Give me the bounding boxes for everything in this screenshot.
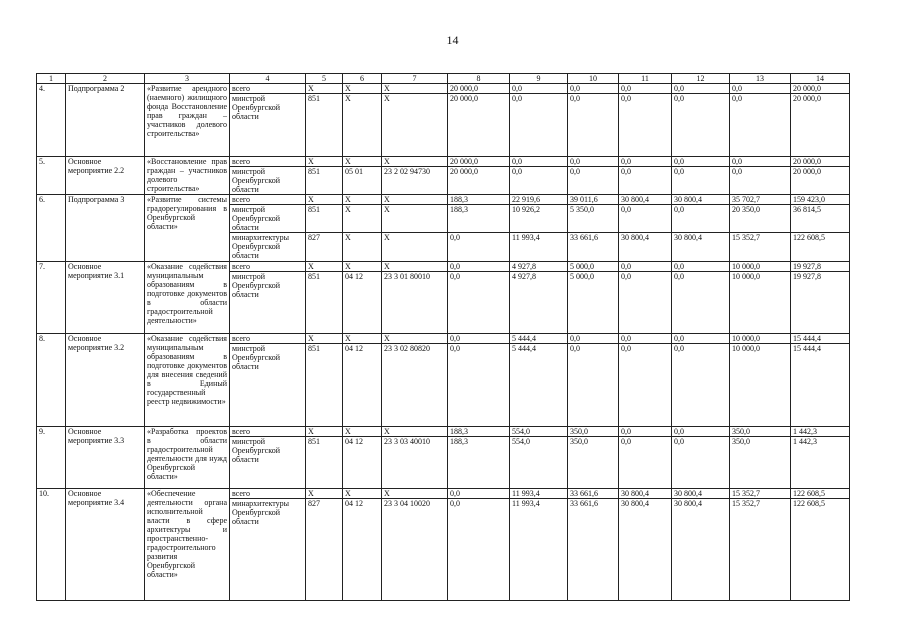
value-cell: 0,0 (510, 157, 568, 167)
column-number: 14 (791, 74, 850, 84)
executor-cell: всего (230, 157, 306, 167)
executor-cell: минстрой Оренбургской области (230, 167, 306, 195)
value-cell: 5 000,0 (568, 262, 619, 272)
grbs-cell: 851 (306, 94, 343, 157)
value-cell: 0,0 (672, 205, 730, 233)
value-cell: 0,0 (619, 167, 672, 195)
executor-cell: минстрой Оренбургской области (230, 437, 306, 489)
executor-cell: всего (230, 195, 306, 205)
value-cell: 30 800,4 (672, 499, 730, 601)
value-cell: 0,0 (672, 427, 730, 437)
value-cell: 0,0 (568, 94, 619, 157)
value-cell: 20 000,0 (791, 157, 850, 167)
value-cell: 0,0 (619, 205, 672, 233)
value-cell: 0,0 (619, 84, 672, 94)
csr-cell: X (382, 205, 448, 233)
table-row (37, 489, 850, 499)
grbs-cell: X (306, 334, 343, 344)
executor-cell: всего (230, 84, 306, 94)
value-cell: 0,0 (730, 167, 791, 195)
value-cell: 10 000,0 (730, 262, 791, 272)
value-cell: 15 352,7 (730, 489, 791, 499)
rzpr-cell: X (343, 157, 382, 167)
rzpr-cell: 04 12 (343, 272, 382, 334)
value-cell: 20 000,0 (791, 94, 850, 157)
value-cell: 33 661,6 (568, 489, 619, 499)
value-cell: 20 000,0 (448, 84, 510, 94)
row-status: Подпрограмма 3 (66, 195, 145, 262)
column-number: 6 (343, 74, 382, 84)
rzpr-cell: X (343, 489, 382, 499)
grbs-cell: 827 (306, 233, 343, 262)
value-cell: 122 608,5 (791, 499, 850, 601)
table-row (37, 262, 850, 272)
column-number: 13 (730, 74, 791, 84)
value-cell: 0,0 (448, 233, 510, 262)
row-status: Подпрограмма 2 (66, 84, 145, 157)
row-status: Основное мероприятие 3.4 (66, 489, 145, 601)
value-cell: 20 000,0 (448, 167, 510, 195)
row-number: 8. (37, 334, 66, 427)
value-cell: 0,0 (568, 167, 619, 195)
rzpr-cell: X (343, 94, 382, 157)
csr-cell: X (382, 427, 448, 437)
value-cell: 0,0 (448, 334, 510, 344)
row-program-name: «Развитие системы градорегулирования в Оренбургской области» (145, 195, 230, 262)
rzpr-cell: X (343, 262, 382, 272)
value-cell: 0,0 (568, 334, 619, 344)
value-cell: 1 442,3 (791, 427, 850, 437)
value-cell: 554,0 (510, 427, 568, 437)
value-cell: 10 000,0 (730, 334, 791, 344)
value-cell: 0,0 (730, 157, 791, 167)
executor-cell: всего (230, 262, 306, 272)
grbs-cell: 851 (306, 344, 343, 427)
grbs-cell: X (306, 195, 343, 205)
value-cell: 350,0 (568, 437, 619, 489)
value-cell: 0,0 (448, 344, 510, 427)
value-cell: 4 927,8 (510, 272, 568, 334)
value-cell: 5 350,0 (568, 205, 619, 233)
value-cell: 554,0 (510, 437, 568, 489)
value-cell: 0,0 (448, 262, 510, 272)
value-cell: 350,0 (730, 437, 791, 489)
row-program-name: «Оказание содействия муниципальным образованиям в подготовке документов в области градостроительной деятельности» (145, 262, 230, 334)
value-cell: 20 000,0 (791, 84, 850, 94)
header-row (37, 74, 850, 84)
column-number: 1 (37, 74, 66, 84)
executor-cell: минстрой Оренбургской области (230, 272, 306, 334)
value-cell: 15 352,7 (730, 233, 791, 262)
csr-cell: X (382, 489, 448, 499)
value-cell: 0,0 (672, 334, 730, 344)
table-row (37, 334, 850, 344)
value-cell: 20 000,0 (448, 94, 510, 157)
value-cell: 0,0 (672, 94, 730, 157)
value-cell: 0,0 (672, 437, 730, 489)
executor-cell: минстрой Оренбургской области (230, 94, 306, 157)
value-cell: 0,0 (448, 272, 510, 334)
table-row (37, 157, 850, 167)
value-cell: 15 444,4 (791, 334, 850, 344)
value-cell: 30 800,4 (619, 195, 672, 205)
rzpr-cell: 05 01 (343, 167, 382, 195)
row-number: 4. (37, 84, 66, 157)
value-cell: 11 993,4 (510, 499, 568, 601)
value-cell: 35 702,7 (730, 195, 791, 205)
value-cell: 22 919,6 (510, 195, 568, 205)
value-cell: 0,0 (730, 84, 791, 94)
table-row (37, 195, 850, 205)
value-cell: 5 444,4 (510, 344, 568, 427)
value-cell: 350,0 (568, 427, 619, 437)
row-program-name: «Восстановление прав граждан – участников долевого строительства» (145, 157, 230, 195)
value-cell: 19 927,8 (791, 272, 850, 334)
row-number: 7. (37, 262, 66, 334)
value-cell: 33 661,6 (568, 233, 619, 262)
rzpr-cell: X (343, 195, 382, 205)
value-cell: 0,0 (672, 262, 730, 272)
value-cell: 0,0 (672, 167, 730, 195)
value-cell: 20 000,0 (448, 157, 510, 167)
row-program-name: «Оказание содействия муниципальным образованиям в подготовке документов для внесения сведений в Единый государственный реестр недвижимости» (145, 334, 230, 427)
csr-cell: 23 2 02 94730 (382, 167, 448, 195)
row-number: 6. (37, 195, 66, 262)
value-cell: 0,0 (619, 344, 672, 427)
value-cell: 0,0 (568, 84, 619, 94)
csr-cell: X (382, 334, 448, 344)
rzpr-cell: X (343, 427, 382, 437)
row-number: 5. (37, 157, 66, 195)
table-row (37, 427, 850, 437)
value-cell: 10 000,0 (730, 272, 791, 334)
rzpr-cell: 04 12 (343, 437, 382, 489)
rzpr-cell: X (343, 334, 382, 344)
value-cell: 188,3 (448, 195, 510, 205)
row-status: Основное мероприятие 3.3 (66, 427, 145, 489)
row-status: Основное мероприятие 3.1 (66, 262, 145, 334)
value-cell: 0,0 (510, 84, 568, 94)
value-cell: 188,3 (448, 205, 510, 233)
value-cell: 5 000,0 (568, 272, 619, 334)
csr-cell: 23 3 01 80010 (382, 272, 448, 334)
value-cell: 10 000,0 (730, 344, 791, 427)
value-cell: 0,0 (619, 94, 672, 157)
column-number: 11 (619, 74, 672, 84)
grbs-cell: X (306, 262, 343, 272)
csr-cell: X (382, 262, 448, 272)
value-cell: 0,0 (619, 334, 672, 344)
rzpr-cell: 04 12 (343, 344, 382, 427)
grbs-cell: 851 (306, 167, 343, 195)
value-cell: 20 000,0 (791, 167, 850, 195)
value-cell: 30 800,4 (619, 499, 672, 601)
value-cell: 0,0 (568, 344, 619, 427)
executor-cell: минархитектуры Оренбургской области (230, 233, 306, 262)
csr-cell: X (382, 233, 448, 262)
grbs-cell: 851 (306, 437, 343, 489)
value-cell: 0,0 (672, 344, 730, 427)
csr-cell: 23 3 04 10020 (382, 499, 448, 601)
value-cell: 0,0 (510, 167, 568, 195)
table-row (37, 84, 850, 94)
value-cell: 0,0 (568, 157, 619, 167)
row-program-name: «Развитие арендного (наемного) жилищного фонда Восстановление прав граждан – участников долевого строительства» (145, 84, 230, 157)
value-cell: 15 444,4 (791, 344, 850, 427)
value-cell: 0,0 (619, 157, 672, 167)
value-cell: 30 800,4 (672, 489, 730, 499)
value-cell: 20 350,0 (730, 205, 791, 233)
value-cell: 10 926,2 (510, 205, 568, 233)
csr-cell: X (382, 157, 448, 167)
executor-cell: всего (230, 427, 306, 437)
column-number: 8 (448, 74, 510, 84)
value-cell: 1 442,3 (791, 437, 850, 489)
row-program-name: «Обеспечение деятельности органа исполнительной власти в сфере архитектуры и пространственно-градостроительного развития Оренбургской области» (145, 489, 230, 601)
column-number: 12 (672, 74, 730, 84)
value-cell: 19 927,8 (791, 262, 850, 272)
executor-cell: минархитектуры Оренбургской области (230, 499, 306, 601)
grbs-cell: 851 (306, 272, 343, 334)
grbs-cell: 827 (306, 499, 343, 601)
value-cell: 11 993,4 (510, 489, 568, 499)
value-cell: 0,0 (619, 427, 672, 437)
column-number: 5 (306, 74, 343, 84)
value-cell: 0,0 (672, 157, 730, 167)
value-cell: 39 011,6 (568, 195, 619, 205)
rzpr-cell: X (343, 84, 382, 94)
value-cell: 33 661,6 (568, 499, 619, 601)
value-cell: 188,3 (448, 427, 510, 437)
row-status: Основное мероприятие 3.2 (66, 334, 145, 427)
value-cell: 30 800,4 (619, 233, 672, 262)
row-status: Основное мероприятие 2.2 (66, 157, 145, 195)
column-number: 10 (568, 74, 619, 84)
value-cell: 122 608,5 (791, 233, 850, 262)
csr-cell: 23 3 03 40010 (382, 437, 448, 489)
csr-cell: X (382, 195, 448, 205)
rzpr-cell: X (343, 233, 382, 262)
executor-cell: всего (230, 489, 306, 499)
rzpr-cell: X (343, 205, 382, 233)
csr-cell: X (382, 84, 448, 94)
value-cell: 30 800,4 (619, 489, 672, 499)
row-number: 9. (37, 427, 66, 489)
value-cell: 11 993,4 (510, 233, 568, 262)
executor-cell: минстрой Оренбургской области (230, 344, 306, 427)
grbs-cell: 851 (306, 205, 343, 233)
column-number: 4 (230, 74, 306, 84)
value-cell: 15 352,7 (730, 499, 791, 601)
column-number: 7 (382, 74, 448, 84)
row-number: 10. (37, 489, 66, 601)
page-number: 14 (446, 33, 459, 47)
value-cell: 5 444,4 (510, 334, 568, 344)
executor-cell: всего (230, 334, 306, 344)
value-cell: 0,0 (619, 437, 672, 489)
executor-cell: минстрой Оренбургской области (230, 205, 306, 233)
grbs-cell: X (306, 489, 343, 499)
value-cell: 0,0 (619, 262, 672, 272)
value-cell: 0,0 (672, 272, 730, 334)
value-cell: 0,0 (448, 489, 510, 499)
value-cell: 0,0 (510, 94, 568, 157)
value-cell: 159 423,0 (791, 195, 850, 205)
value-cell: 4 927,8 (510, 262, 568, 272)
budget-table (36, 73, 850, 601)
grbs-cell: X (306, 84, 343, 94)
grbs-cell: X (306, 157, 343, 167)
value-cell: 350,0 (730, 427, 791, 437)
csr-cell: X (382, 94, 448, 157)
value-cell: 36 814,5 (791, 205, 850, 233)
column-number: 9 (510, 74, 568, 84)
grbs-cell: X (306, 427, 343, 437)
value-cell: 188,3 (448, 437, 510, 489)
column-number: 3 (145, 74, 230, 84)
value-cell: 122 608,5 (791, 489, 850, 499)
value-cell: 0,0 (448, 499, 510, 601)
column-number: 2 (66, 74, 145, 84)
value-cell: 0,0 (672, 84, 730, 94)
value-cell: 0,0 (730, 94, 791, 157)
rzpr-cell: 04 12 (343, 499, 382, 601)
value-cell: 0,0 (619, 272, 672, 334)
value-cell: 30 800,4 (672, 233, 730, 262)
csr-cell: 23 3 02 80820 (382, 344, 448, 427)
row-program-name: «Разработка проектов в области градостроительной деятельности для нужд Оренбургской области» (145, 427, 230, 489)
value-cell: 30 800,4 (672, 195, 730, 205)
